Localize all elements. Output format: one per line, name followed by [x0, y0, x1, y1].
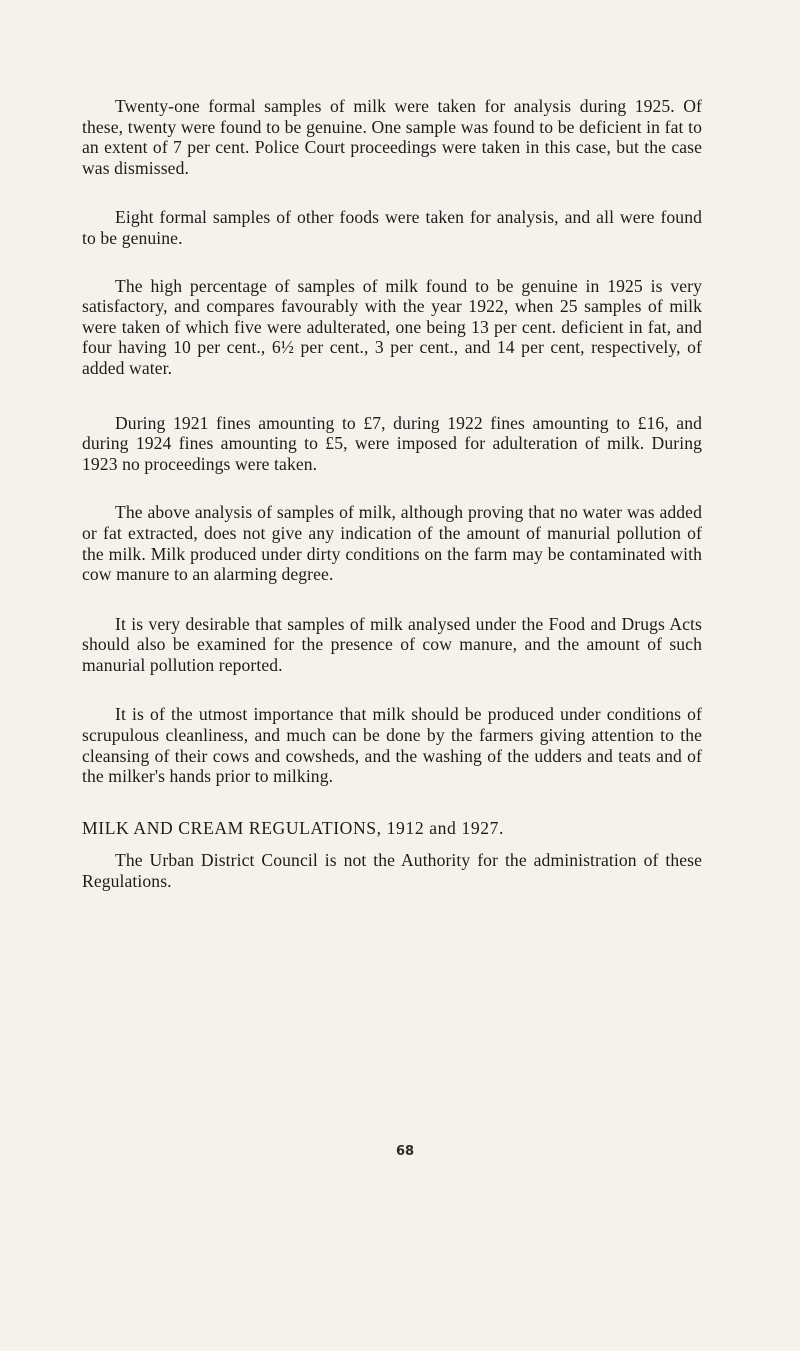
section-heading: MILK AND CREAM REGULATIONS, 1912 and 1927. — [82, 817, 505, 838]
paragraph-food-drugs-acts: It is very desirable that samples of milk analysed under the Food and Drugs Acts should also be examined for the presence of cow manure, and the amount of such manurial pollution reported. — [82, 613, 702, 675]
document-page — [82, 96, 702, 892]
paragraph-manurial-pollution: The above analysis of samples of milk, although proving that no water was added or fat extracted, does not give any indication of the amount of manurial pollution of the milk. Milk produced under dirty conditions on the farm may be contaminated with cow manure to an alarming degree. — [82, 502, 702, 585]
paragraph-fines: During 1921 fines amounting to £7, during 1922 fines amounting to £16, and during 1924 fines amounting to £5, were imposed for adulteration of milk. During 1923 no proceedings were taken. — [82, 412, 702, 474]
paragraph-regulations: The Urban District Council is not the Authority for the administration of these Regulations. — [82, 850, 702, 892]
page-number: 68 — [395, 1144, 415, 1159]
paragraph-other-foods: Eight formal samples of other foods were taken for analysis, and all were found to be genuine. — [82, 207, 702, 248]
paragraph-milk-samples: Twenty-one formal samples of milk were taken for analysis during 1925. Of these, twenty were found to be genuine. One sample was found to be deficient in fat to an extent of 7 per cent. Police Court proceedings were taken in this case, but the case was dismissed. — [82, 96, 702, 178]
paragraph-high-percentage: The high percentage of samples of milk found to be genuine in 1925 is very satisfactory, and compares favourably with the year 1922, when 25 samples of milk were taken of which five were adulterated, one being 13 per cent. deficient in fat, and four having 10 per cent., 6½ per cent., 3 per cent., and 14 per cent, respectively, of added water. — [82, 275, 702, 378]
paragraph-cleanliness: It is of the utmost importance that milk should be produced under conditions of scrupulous cleanliness, and much can be done by the farmers giving attention to the cleansing of their cows and cowsheds, and the washing of the udders and teats and of the milker's hands prior to milking. — [82, 704, 702, 787]
